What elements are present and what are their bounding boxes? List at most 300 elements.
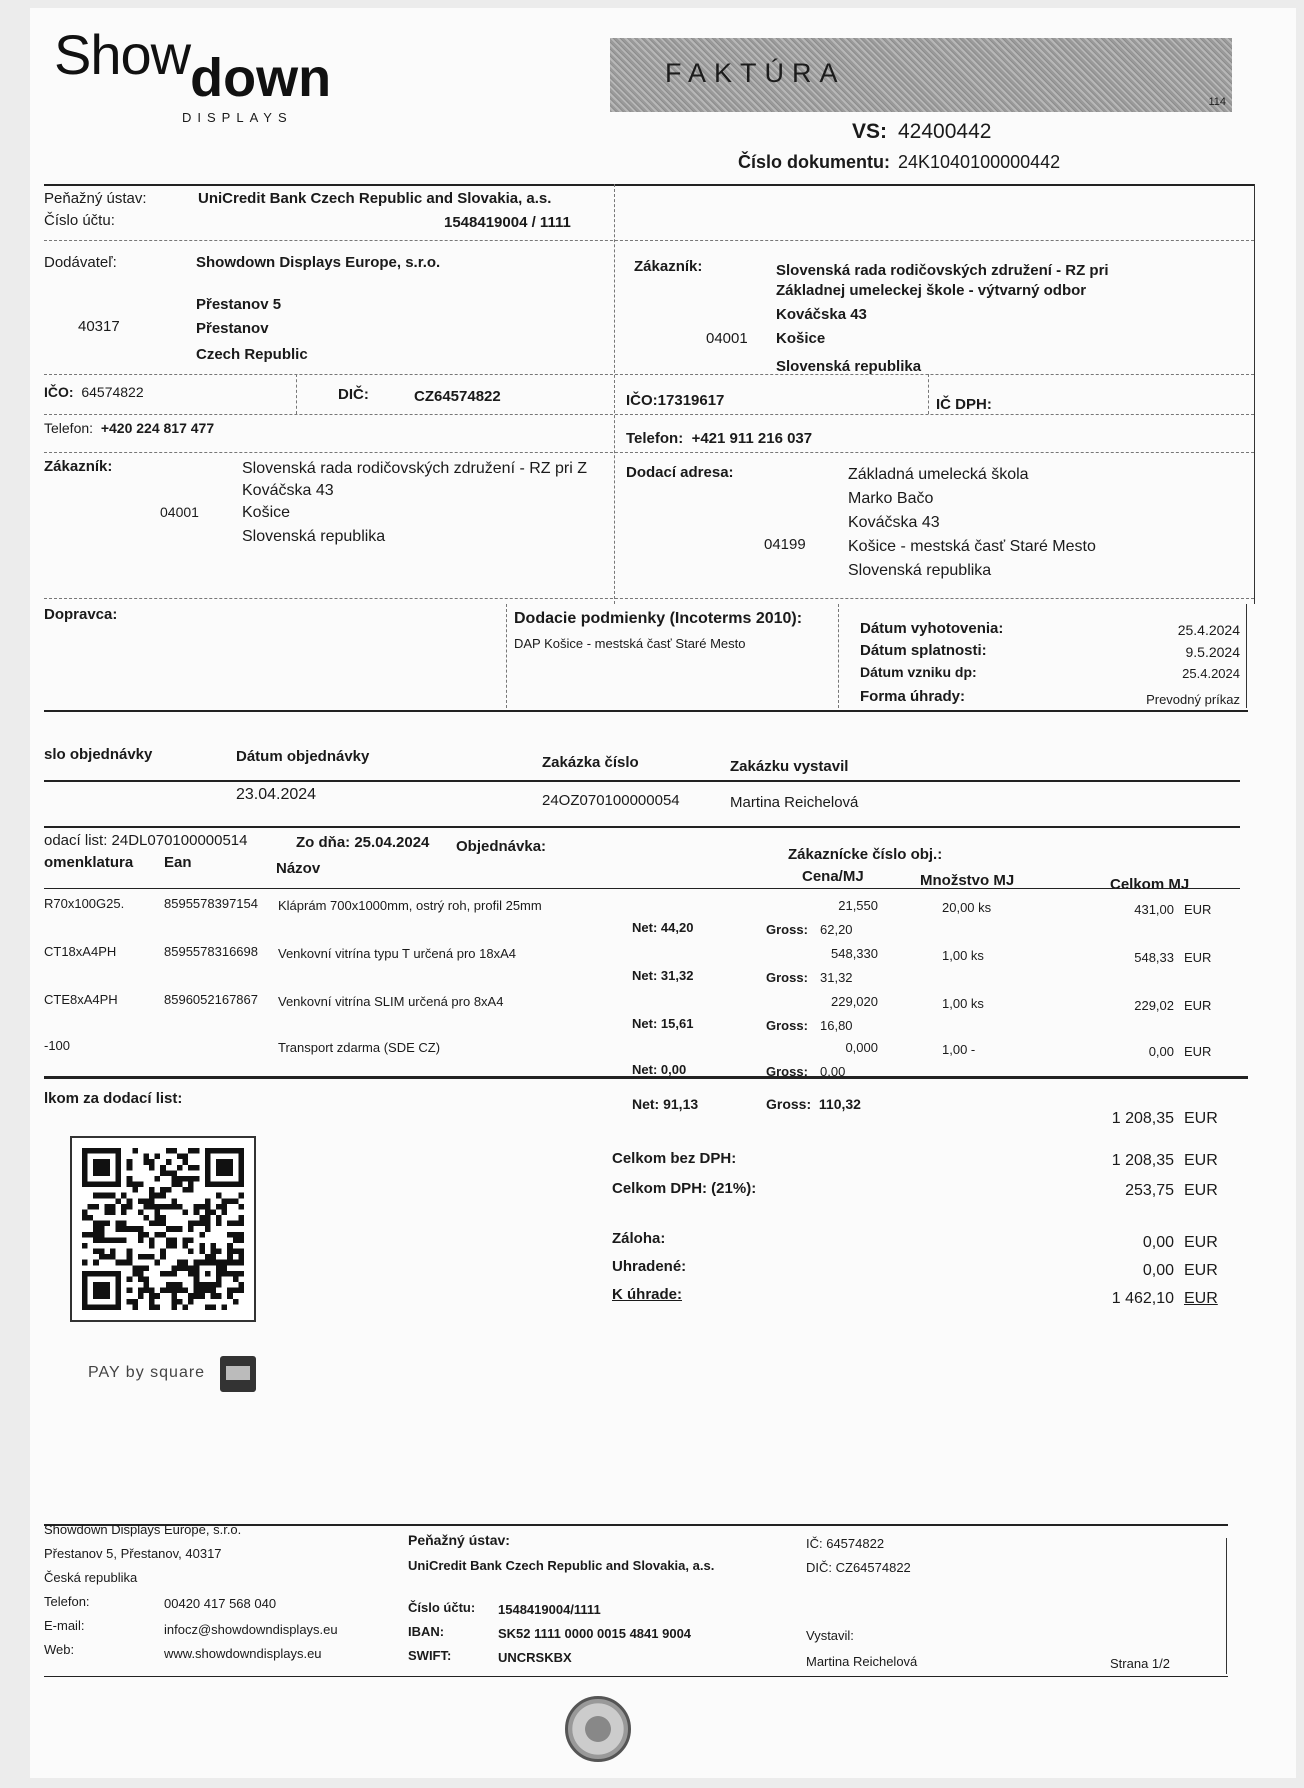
qr-module — [183, 1260, 189, 1266]
qr-module — [127, 1159, 133, 1165]
qr-module — [227, 1243, 233, 1249]
delivery-terms-value: DAP Košice - mestská časť Staré Mesto — [514, 636, 746, 651]
qr-module — [132, 1265, 138, 1271]
customer-phone-value: +421 911 216 037 — [691, 430, 813, 447]
qr-module — [227, 1198, 233, 1204]
qr-module — [127, 1176, 133, 1182]
item-gross-label: Gross: — [766, 1064, 808, 1079]
qr-module — [183, 1159, 189, 1165]
qr-module — [99, 1254, 105, 1260]
qr-module — [194, 1221, 200, 1227]
footer-issued-label: Vystavil: — [806, 1628, 854, 1643]
qr-module — [104, 1193, 110, 1199]
customer2-name: Slovenská rada rodičovských združení - RZ pri Z — [242, 460, 588, 477]
qr-module — [166, 1204, 172, 1210]
qr-module — [160, 1249, 166, 1255]
qr-module — [238, 1237, 244, 1243]
qr-module — [99, 1237, 105, 1243]
qr-module — [160, 1221, 166, 1227]
delivery-note-date: Zo dňa: 25.04.2024 — [296, 834, 430, 851]
qr-module — [171, 1243, 177, 1249]
supplier-name: Showdown Displays Europe, s.r.o. — [196, 254, 441, 271]
job-number: 24OZ070100000054 — [542, 792, 680, 809]
summary-currency: EUR — [1184, 1290, 1218, 1307]
vs-label: VS: — [852, 120, 888, 143]
company-logo — [54, 22, 332, 108]
qr-module — [188, 1299, 194, 1305]
qr-module — [222, 1304, 228, 1310]
qr-module — [127, 1299, 133, 1305]
order-label: Objednávka: — [456, 838, 547, 855]
customer2-street: Kováčska 43 — [242, 482, 334, 499]
qr-module — [233, 1237, 239, 1243]
qr-module — [166, 1159, 172, 1165]
summary-value: 1 462,10 — [1111, 1290, 1174, 1307]
item-gross-label: Gross: — [766, 970, 808, 985]
qr-module — [155, 1204, 161, 1210]
qr-module — [143, 1198, 149, 1204]
qr-module — [238, 1288, 244, 1294]
qr-module — [233, 1260, 239, 1266]
col-qty-header: Množstvo MJ — [920, 872, 1015, 889]
item-currency: EUR — [1184, 998, 1212, 1013]
qr-module — [155, 1176, 161, 1182]
qr-module — [188, 1265, 194, 1271]
delivery-total-label: lkom za dodací list: — [44, 1090, 183, 1107]
qr-module — [149, 1254, 155, 1260]
item-gross-value: 16,80 — [820, 1018, 853, 1033]
qr-module — [233, 1288, 239, 1294]
qr-module — [194, 1176, 200, 1182]
qr-module — [104, 1204, 110, 1210]
qr-module — [166, 1271, 172, 1277]
qr-module — [127, 1288, 133, 1294]
qr-module — [160, 1187, 166, 1193]
item-gross-label: Gross: — [766, 1018, 808, 1033]
customer-label: Zákazník: — [634, 258, 703, 275]
supplier-ico-label: IČO: — [44, 384, 74, 400]
qr-module — [132, 1226, 138, 1232]
account-label: Číslo účtu: — [44, 212, 115, 229]
qr-module — [88, 1215, 94, 1221]
qr-module — [138, 1237, 144, 1243]
item-currency: EUR — [1184, 902, 1212, 917]
date-issued-value: 25.4.2024 — [1177, 622, 1240, 638]
qr-module — [121, 1209, 127, 1215]
qr-module — [171, 1293, 177, 1299]
divider — [44, 826, 1240, 828]
qr-module — [93, 1159, 110, 1176]
carrier-label: Dopravca: — [44, 606, 118, 623]
qr-module — [121, 1226, 127, 1232]
summary-value: 253,75 — [1125, 1182, 1174, 1199]
delivery-line1: Základná umelecká škola — [848, 466, 1029, 483]
customer-country: Slovenská republika — [776, 358, 922, 375]
column-divider — [296, 374, 297, 414]
qr-module — [177, 1260, 183, 1266]
footer-account: 1548419004/1111 — [498, 1602, 601, 1617]
qr-module — [222, 1265, 228, 1271]
qr-module — [149, 1304, 155, 1310]
item-gross-value: 0,00 — [820, 1064, 846, 1079]
qr-module — [233, 1276, 239, 1282]
qr-module — [188, 1293, 194, 1299]
date-due-value: 9.5.2024 — [1185, 644, 1240, 660]
footer-bank-label: Peňažný ústav: — [408, 1532, 510, 1548]
qr-module — [160, 1215, 166, 1221]
qr-module — [160, 1288, 166, 1294]
qr-module — [238, 1204, 244, 1210]
qr-module — [216, 1249, 222, 1255]
document-number-label: Číslo dokumentu: — [738, 152, 890, 172]
qr-module — [166, 1282, 172, 1288]
qr-module — [149, 1187, 155, 1193]
qr-module — [194, 1165, 200, 1171]
qr-module — [188, 1249, 194, 1255]
qr-module — [171, 1304, 177, 1310]
item-code: R70x100G25. — [44, 896, 125, 911]
qr-module — [143, 1159, 149, 1165]
qr-module — [143, 1154, 149, 1160]
divider — [44, 1676, 1228, 1677]
qr-module — [143, 1282, 149, 1288]
item-gross-value: 62,20 — [820, 922, 853, 937]
qr-module — [188, 1226, 194, 1232]
qr-module — [205, 1209, 211, 1215]
qr-module — [233, 1271, 239, 1277]
qr-module — [171, 1299, 177, 1305]
qr-module — [166, 1226, 172, 1232]
divider — [44, 452, 1254, 453]
divider — [44, 598, 1254, 599]
qr-module — [238, 1221, 244, 1227]
qr-module — [132, 1304, 138, 1310]
item-qty: 1,00 ks — [942, 948, 984, 963]
qr-module — [222, 1209, 228, 1215]
qr-module — [88, 1204, 94, 1210]
qr-module — [183, 1265, 189, 1271]
qr-module — [194, 1204, 200, 1210]
item-code: -100 — [44, 1038, 71, 1053]
item-name: Venkovní vitrína typu T určená pro 18xA4 — [278, 946, 516, 961]
qr-module — [166, 1187, 172, 1193]
item-price: 21,550 — [838, 898, 878, 913]
qr-module — [210, 1254, 216, 1260]
qr-module — [199, 1221, 205, 1227]
qr-module — [166, 1237, 172, 1243]
delivery-address-label: Dodací adresa: — [626, 464, 734, 481]
qr-module — [199, 1249, 205, 1255]
qr-module — [160, 1165, 166, 1171]
qr-module — [127, 1226, 133, 1232]
qr-module — [227, 1260, 233, 1266]
supplier-label: Dodávateľ: — [44, 254, 117, 271]
total-gross-label: Gross: — [766, 1096, 812, 1112]
qr-module — [177, 1176, 183, 1182]
qr-module — [205, 1304, 211, 1310]
delivery-country: Slovenská republika — [848, 562, 992, 579]
qr-module — [82, 1260, 88, 1266]
qr-module — [233, 1221, 239, 1227]
qr-module — [155, 1260, 161, 1266]
delivery-total-value: 1 208,35 — [1111, 1110, 1174, 1127]
qr-module — [138, 1288, 144, 1294]
customer2-label: Zákazník: — [44, 458, 113, 475]
qr-module — [205, 1204, 211, 1210]
qr-module — [233, 1232, 239, 1238]
item-net: Net: 0,00 — [632, 1062, 687, 1077]
qr-module — [132, 1299, 138, 1305]
qr-module — [216, 1215, 222, 1221]
date-due-label: Dátum splatnosti: — [860, 642, 987, 659]
qr-module — [155, 1221, 161, 1227]
pay-by-square-icon — [220, 1356, 256, 1392]
col-ean-header: Ean — [164, 854, 192, 871]
qr-module — [233, 1249, 239, 1255]
qr-module — [138, 1226, 144, 1232]
customer-city: Košice — [776, 330, 826, 347]
payment-qr-code — [70, 1136, 256, 1322]
qr-module — [199, 1232, 205, 1238]
qr-module — [127, 1182, 133, 1188]
item-ean: 8596052167867 — [164, 992, 258, 1007]
qr-module — [143, 1265, 149, 1271]
qr-module — [171, 1282, 177, 1288]
qr-module — [93, 1249, 99, 1255]
footer-bank: UniCredit Bank Czech Republic and Slovakia, a.s. — [408, 1558, 715, 1573]
divider — [44, 888, 1240, 889]
qr-module — [149, 1221, 155, 1227]
qr-module — [205, 1254, 211, 1260]
order-date-header: Dátum objednávky — [236, 748, 370, 765]
qr-module — [155, 1215, 161, 1221]
footer-web[interactable]: www.showdowndisplays.eu — [164, 1646, 322, 1661]
qr-module — [227, 1254, 233, 1260]
qr-module — [116, 1198, 122, 1204]
qr-module — [199, 1204, 205, 1210]
delivery-total-currency: EUR — [1184, 1110, 1218, 1127]
qr-module — [238, 1260, 244, 1266]
qr-module — [99, 1232, 105, 1238]
qr-module — [216, 1221, 222, 1227]
qr-module — [110, 1193, 116, 1199]
column-divider — [838, 604, 839, 708]
qr-module — [149, 1198, 155, 1204]
total-gross-value: 110,32 — [818, 1096, 861, 1112]
qr-module — [149, 1293, 155, 1299]
item-total: 548,33 — [1134, 950, 1174, 965]
payment-method-label: Forma úhrady: — [860, 688, 966, 705]
supplier-zip: 40317 — [78, 318, 120, 335]
item-gross-value: 31,32 — [820, 970, 853, 985]
qr-module — [222, 1198, 228, 1204]
qr-module — [188, 1187, 194, 1193]
customer-zip: 04001 — [706, 330, 748, 347]
footer-swift-label: SWIFT: — [408, 1648, 452, 1663]
qr-module — [127, 1204, 133, 1210]
footer-web-label: Web: — [44, 1642, 75, 1657]
customer2-country: Slovenská republika — [242, 528, 386, 545]
qr-module — [171, 1265, 177, 1271]
supplier-country: Czech Republic — [196, 346, 308, 363]
qr-module — [127, 1165, 133, 1171]
item-name: Kláprám 700x1000mm, ostrý roh, profil 25mm — [278, 898, 542, 913]
qr-module — [227, 1232, 233, 1238]
summary-label: Celkom bez DPH: — [612, 1150, 737, 1167]
qr-module — [188, 1237, 194, 1243]
item-code: CTE8xA4PH — [44, 992, 118, 1007]
qr-module — [138, 1271, 144, 1277]
supplier-dic-label: DIČ: — [338, 386, 369, 403]
vs-value: 42400442 — [898, 120, 992, 143]
footer-dic: DIČ: CZ64574822 — [806, 1560, 911, 1575]
divider — [44, 414, 1254, 415]
qr-module — [227, 1293, 233, 1299]
qr-module — [127, 1276, 133, 1282]
qr-module — [210, 1304, 216, 1310]
customer-name-line2: Základnej umeleckej škole - výtvarný odbor — [776, 282, 1087, 299]
qr-module — [238, 1249, 244, 1255]
qr-module — [116, 1221, 122, 1227]
summary-value: 1 208,35 — [1111, 1152, 1174, 1169]
item-qty: 1,00 ks — [942, 996, 984, 1011]
qr-module — [194, 1288, 200, 1294]
qr-module — [177, 1226, 183, 1232]
qr-module — [160, 1271, 166, 1277]
qr-module — [238, 1232, 244, 1238]
account-number: 1548419004 / 1111 — [444, 214, 571, 231]
qr-module — [177, 1265, 183, 1271]
qr-module — [222, 1271, 228, 1277]
qr-module — [177, 1299, 183, 1305]
qr-module — [177, 1182, 183, 1188]
footer-ic: IČ: 64574822 — [806, 1536, 885, 1551]
customer-ico: IČO:17319617 — [626, 392, 725, 409]
qr-module — [93, 1237, 99, 1243]
supplier-ico-value: 64574822 — [81, 384, 144, 400]
column-divider — [506, 604, 507, 708]
customer-order-label: Zákaznícke číslo obj.: — [788, 846, 943, 863]
divider — [44, 780, 1240, 782]
qr-module — [188, 1271, 194, 1277]
customer-name-line1: Slovenská rada rodičovských združení - RZ pri — [776, 262, 1109, 279]
qr-module — [166, 1288, 172, 1294]
qr-module — [188, 1182, 194, 1188]
order-date: 23.04.2024 — [236, 786, 317, 803]
qr-module — [82, 1209, 88, 1215]
item-net: Net: 44,20 — [632, 920, 694, 935]
qr-module — [183, 1209, 189, 1215]
order-number-header: slo objednávky — [44, 746, 153, 763]
qr-module — [138, 1265, 144, 1271]
item-currency: EUR — [1184, 950, 1212, 965]
qr-module — [143, 1288, 149, 1294]
qr-module — [104, 1237, 110, 1243]
qr-module — [199, 1215, 205, 1221]
job-issuer-header: Zakázku vystavil — [730, 758, 849, 775]
qr-module — [143, 1232, 149, 1238]
qr-module — [160, 1232, 166, 1238]
item-price: 229,020 — [831, 994, 878, 1009]
item-total: 0,00 — [1148, 1044, 1174, 1059]
qr-module — [93, 1232, 99, 1238]
delivery-terms-label: Dodacie podmienky (Incoterms 2010): — [514, 610, 803, 627]
supplier-dic-value: CZ64574822 — [414, 388, 501, 405]
item-gross-label: Gross: — [766, 922, 808, 937]
item-currency: EUR — [1184, 1044, 1212, 1059]
item-ean: 8595578397154 — [164, 896, 258, 911]
supplier-street: Přestanov 5 — [196, 296, 282, 313]
qr-module — [205, 1221, 211, 1227]
item-net: Net: 15,61 — [632, 1016, 694, 1031]
qr-module — [188, 1221, 194, 1227]
qr-module — [155, 1193, 161, 1199]
invoice-title: FAKTÚRA — [665, 58, 846, 88]
qr-module — [238, 1282, 244, 1288]
qr-module — [138, 1232, 144, 1238]
col-name-header: Názov — [276, 860, 321, 877]
qr-module — [132, 1148, 138, 1154]
qr-module — [127, 1260, 133, 1266]
qr-module — [110, 1249, 116, 1255]
bank-label: Peňažný ústav: — [44, 190, 147, 207]
qr-module — [93, 1221, 99, 1227]
qr-module — [183, 1154, 189, 1160]
certification-stamp-icon — [565, 1696, 631, 1762]
qr-module — [188, 1165, 194, 1171]
qr-module — [160, 1204, 166, 1210]
qr-module — [227, 1221, 233, 1227]
footer-email-label: E-mail: — [44, 1618, 85, 1633]
qr-module — [138, 1254, 144, 1260]
qr-module — [121, 1204, 127, 1210]
qr-module — [194, 1209, 200, 1215]
qr-module — [110, 1204, 116, 1210]
qr-module — [138, 1182, 144, 1188]
footer-address: Přestanov 5, Přestanov, 40317 — [44, 1546, 222, 1561]
qr-module — [183, 1187, 189, 1193]
delivery-city: Košice - mestská časť Staré Mesto — [848, 538, 1096, 555]
qr-module — [110, 1254, 116, 1260]
qr-module — [171, 1288, 177, 1294]
qr-module — [216, 1204, 222, 1210]
qr-module — [155, 1209, 161, 1215]
item-name: Venkovní vitrína SLIM určená pro 8xA4 — [278, 994, 504, 1009]
qr-module — [121, 1221, 127, 1227]
qr-module — [155, 1232, 161, 1238]
qr-module — [171, 1271, 177, 1277]
qr-module — [171, 1176, 177, 1182]
qr-module — [149, 1237, 155, 1243]
customer2-zip: 04001 — [160, 504, 199, 520]
qr-module — [199, 1288, 205, 1294]
qr-module — [127, 1198, 133, 1204]
qr-module — [171, 1148, 177, 1154]
bank-name: UniCredit Bank Czech Republic and Slovakia, a.s. — [198, 190, 552, 207]
qr-module — [233, 1299, 239, 1305]
qr-module — [222, 1260, 228, 1266]
qr-module — [177, 1288, 183, 1294]
footer-phone: 00420 417 568 040 — [164, 1596, 277, 1611]
qr-module — [127, 1249, 133, 1255]
footer-email[interactable]: infocz@showdowndisplays.eu — [164, 1622, 338, 1637]
qr-module — [149, 1193, 155, 1199]
qr-module — [210, 1209, 216, 1215]
qr-module — [238, 1271, 244, 1277]
qr-module — [93, 1193, 99, 1199]
qr-module — [93, 1204, 99, 1210]
qr-module — [216, 1193, 222, 1199]
